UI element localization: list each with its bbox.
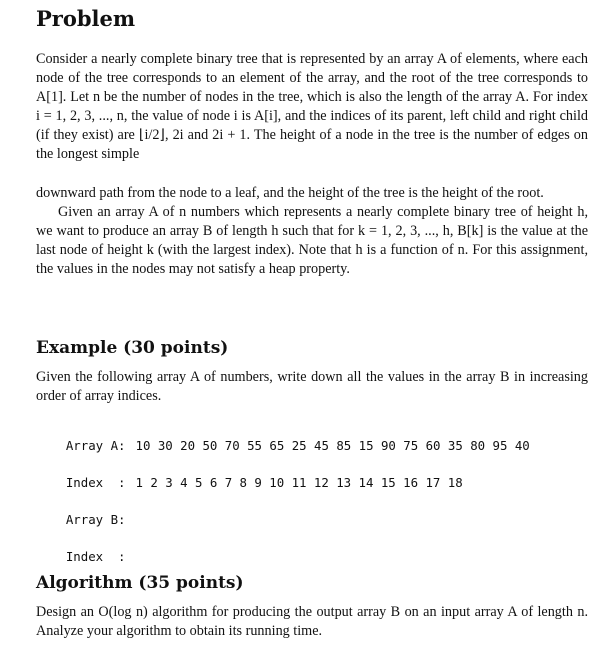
index-values bbox=[136, 475, 471, 490]
problem-paragraph-2 bbox=[36, 184, 588, 279]
array-a-value: 50 bbox=[202, 438, 218, 453]
problem-paragraph-1 bbox=[36, 50, 588, 164]
array-a-values bbox=[136, 438, 538, 453]
index-value: 5 bbox=[194, 475, 203, 490]
problem-text-1: Consider a nearly complete binary tree that is represented by an array A of elements, where each node of the tree corresponds to an element of the array, and the root of the tree corresponds to A[1]. Let n be the number of nodes in the tree, which is also the length of the array A. For index i = 1, 2, 3, ..., n, the value of node i is A[i], and the indices of its parent, left child and right child (if they exist) are ⌊i/2⌋, 2i and 2i + 1. The height of a node in the tree is the number of edges on the longest simple bbox=[36, 51, 588, 162]
array-a-value: 60 bbox=[425, 438, 441, 453]
index-value: 2 bbox=[150, 475, 158, 490]
array-a-value: 20 bbox=[180, 438, 196, 453]
problem-text-2: downward path from the node to a leaf, and the height of the tree is the height of the root. bbox=[36, 185, 544, 201]
index-value: 10 bbox=[269, 475, 285, 490]
problem-heading: Problem bbox=[36, 6, 136, 31]
example-heading: Example (30 points) bbox=[36, 338, 229, 358]
algorithm-text: Design an O(log n) algorithm for producing the output array B on an input array A of length n. Analyze your algorithm to obtain its running time. bbox=[36, 604, 588, 639]
index-value: 6 bbox=[209, 475, 218, 490]
index-value: 7 bbox=[224, 475, 233, 490]
index-label: Index : bbox=[65, 475, 126, 490]
index-value: 17 bbox=[425, 475, 441, 490]
array-a-value: 85 bbox=[336, 438, 352, 453]
index-value: 15 bbox=[380, 475, 396, 490]
array-a-value: 45 bbox=[314, 438, 329, 453]
array-a-value: 35 bbox=[447, 438, 463, 453]
index-value: 14 bbox=[358, 475, 374, 490]
index-value: 1 bbox=[135, 475, 143, 490]
array-a-value: 15 bbox=[358, 438, 374, 453]
index-value: 16 bbox=[403, 475, 419, 490]
index-value: 4 bbox=[180, 475, 188, 490]
array-a-value: 65 bbox=[269, 438, 285, 453]
array-a-value: 75 bbox=[403, 438, 419, 453]
index-b-label: Index : bbox=[65, 549, 126, 564]
index-value: 13 bbox=[336, 475, 352, 490]
index-value: 9 bbox=[254, 475, 262, 490]
array-a-value: 25 bbox=[291, 438, 307, 453]
algorithm-paragraph bbox=[36, 603, 588, 641]
index-value: 18 bbox=[447, 475, 463, 490]
array-a-value: 70 bbox=[224, 438, 240, 453]
index-value: 8 bbox=[239, 475, 248, 490]
array-a-label: Array A: bbox=[65, 438, 126, 453]
algorithm-heading: Algorithm (35 points) bbox=[36, 573, 244, 593]
array-a-value: 55 bbox=[247, 438, 263, 453]
index-value: 11 bbox=[291, 475, 307, 490]
example-text: Given the following array A of numbers, write down all the values in the array B in increasing order of array indices. bbox=[36, 369, 588, 404]
array-a-value: 80 bbox=[470, 438, 486, 453]
array-b-label: Array B: bbox=[65, 512, 126, 527]
array-a-value: 95 bbox=[492, 438, 508, 453]
example-paragraph bbox=[36, 368, 588, 406]
array-a-value: 10 bbox=[135, 438, 151, 453]
index-value: 12 bbox=[313, 475, 329, 490]
array-a-value: 40 bbox=[514, 438, 530, 453]
problem-text-3: Given an array A of n numbers which represents a nearly complete binary tree of height h, we want to produce an array B of length h such that for k = 1, 2, 3, ..., h, B[k] is the value at the last node of height k (with the largest index). Note that h is a function of n. For this assignment, the values in the nodes may not satisfy a heap property. bbox=[36, 204, 588, 277]
array-a-value: 30 bbox=[157, 438, 173, 453]
index-value: 3 bbox=[165, 475, 173, 490]
array-a-value: 90 bbox=[380, 438, 396, 453]
